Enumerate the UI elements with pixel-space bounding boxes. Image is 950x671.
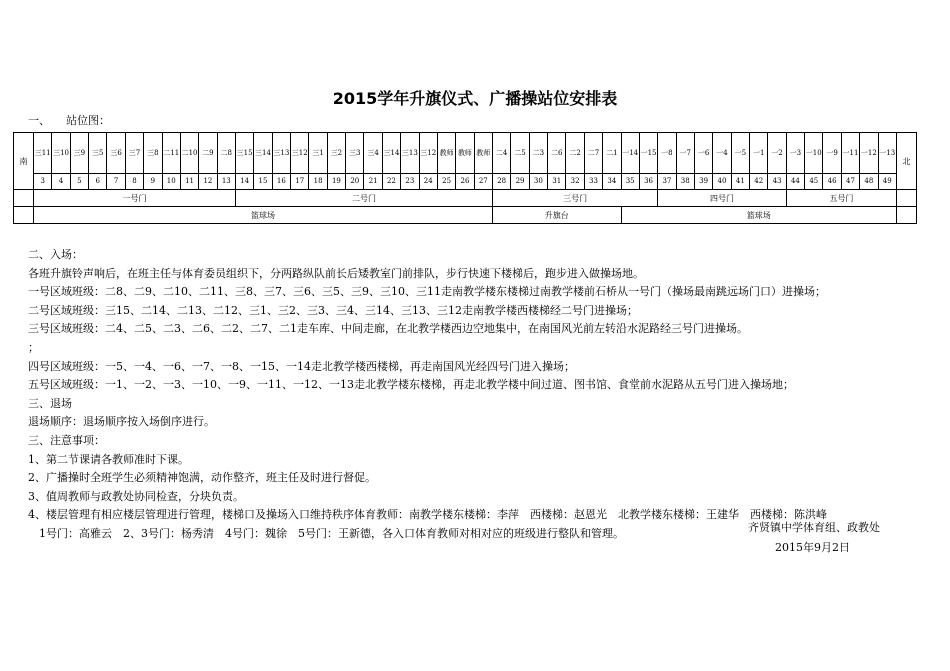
position-diagram [13, 132, 917, 224]
position-number: 31 [548, 174, 566, 190]
position-number: 20 [346, 174, 364, 190]
position-number: 29 [511, 174, 529, 190]
position-number: 37 [658, 174, 676, 190]
basketball-court-south: 篮球场 [34, 207, 493, 224]
text-line: 3、值周教师与政教处协同检查，分块负责。 [28, 489, 244, 503]
basketball-court-north: 篮球场 [621, 207, 897, 224]
position-number: 24 [419, 174, 437, 190]
position-number: 25 [437, 174, 455, 190]
class-cell: 教师 [437, 133, 455, 174]
position-number: 7 [107, 174, 125, 190]
position-number: 34 [603, 174, 621, 190]
flag-platform: 升旗台 [492, 207, 621, 224]
class-cell: 一10 [805, 133, 823, 174]
position-number: 41 [731, 174, 749, 190]
position-number: 26 [456, 174, 474, 190]
class-cell: 一13 [878, 133, 896, 174]
text-line: 三、注意事项： [28, 433, 105, 447]
class-cell: 二9 [199, 133, 217, 174]
position-number: 12 [199, 174, 217, 190]
class-cell: 一8 [658, 133, 676, 174]
class-cell: 一5 [731, 133, 749, 174]
class-cell: 一6 [694, 133, 712, 174]
class-cell: 三6 [107, 133, 125, 174]
class-cell: 三4 [364, 133, 382, 174]
position-number: 6 [89, 174, 107, 190]
class-cell: 一14 [621, 133, 639, 174]
class-cell: 二11 [162, 133, 180, 174]
class-cell: 三2 [327, 133, 345, 174]
body-text [28, 246, 928, 544]
gate-3: 三号门 [492, 190, 657, 207]
class-cell: 三15 [235, 133, 253, 174]
class-cell: 三12 [419, 133, 437, 174]
class-cell: 二2 [566, 133, 584, 174]
page-title: 2015学年升旗仪式、广播操站位安排表 [332, 89, 618, 108]
class-cell: 三13 [272, 133, 290, 174]
position-number: 27 [474, 174, 492, 190]
section-heading [28, 112, 110, 128]
position-number: 30 [529, 174, 547, 190]
position-number: 38 [676, 174, 694, 190]
class-cell: 三1 [309, 133, 327, 174]
class-cell: 二8 [217, 133, 235, 174]
gate-1: 一号门 [34, 190, 236, 207]
position-number: 32 [566, 174, 584, 190]
class-cell: 二10 [180, 133, 198, 174]
position-number: 14 [235, 174, 253, 190]
text-line: 4、楼层管理有相应楼层管理进行管理，楼梯口及操场入口维持秩序体育教师：南教学楼东楼梯：李萍 西楼梯：赵恩光 北教学楼东楼梯：王建华 西楼梯：陈洪峰 [28, 508, 827, 522]
position-number: 49 [878, 174, 896, 190]
class-cell: 三11 [34, 133, 52, 174]
text-line: 1、第二节课请各教师准时下课。 [28, 452, 189, 466]
gate-4: 四号门 [658, 190, 787, 207]
position-number: 48 [860, 174, 878, 190]
signature-date: 2015年9月2日 [775, 541, 850, 554]
class-cell: 三7 [125, 133, 143, 174]
text-line: 三、退场 [28, 396, 72, 410]
north-label: 北 [897, 133, 917, 190]
class-cell: 一11 [841, 133, 859, 174]
text-line: 一号区域班级：二8、二9、二10、二11、三8、三7、三6、三5、三9、三10、三11走南教学楼东楼梯过南教学楼前石桥从一号门（操场最南跳远场门口）进操场； [28, 285, 826, 299]
position-number: 18 [309, 174, 327, 190]
text-line: 五号区域班级：一1、一2、一3、一10、一9、一11、一12、一13走北教学楼东楼梯，再走北教学楼中间过道、图书馆、食堂前水泥路从五号门进入操场地； [28, 378, 794, 392]
position-number: 15 [254, 174, 272, 190]
position-number: 45 [805, 174, 823, 190]
text-line: 四号区域班级：一5、一4、一6、一7、一8、一15、一14走北教学楼西楼梯，再走南国风光经四号门进入操场； [28, 359, 575, 373]
class-cell: 二4 [492, 133, 510, 174]
text-line: 退场顺序：退场顺序按入场倒序进行。 [28, 415, 215, 429]
class-cell: 教师 [456, 133, 474, 174]
class-cell: 一9 [823, 133, 841, 174]
position-number: 42 [750, 174, 768, 190]
position-number: 33 [584, 174, 602, 190]
text-line: 2、广播操时全班学生必须精神饱满，动作整齐，班主任及时进行督促。 [28, 471, 376, 485]
text-line: 二、入场： [28, 248, 83, 261]
text-line: 各班升旗铃声响后，在班主任与体育委员组织下，分两路纵队前长后矮教室门前排队，步行快速下楼梯后，跑步进入做操场地。 [28, 266, 644, 280]
position-number: 9 [144, 174, 162, 190]
position-number: 46 [823, 174, 841, 190]
position-number: 11 [180, 174, 198, 190]
class-cell: 一3 [786, 133, 804, 174]
text-line: 1号门：高雅云 2、3号门：杨秀清 4号门：魏徐 5号门：王新德，各入口体育教师对相对应的班级进行整队和管理。 [28, 526, 624, 540]
south-label: 南 [14, 133, 34, 190]
class-cell: 三14 [382, 133, 400, 174]
position-number: 17 [291, 174, 309, 190]
class-cell: 三12 [291, 133, 309, 174]
text-line: ； [28, 340, 39, 354]
position-number: 10 [162, 174, 180, 190]
text-line: 二号区域班级：三15、二14、二13、二12、三1、三2、三3、三4、三14、三13、三12走南教学楼西楼梯经二号门进操场； [28, 303, 638, 317]
class-cell: 二3 [529, 133, 547, 174]
position-number: 8 [125, 174, 143, 190]
position-number: 16 [272, 174, 290, 190]
signature-org: 齐贤镇中学体育组、政教处 [748, 521, 880, 534]
position-number: 35 [621, 174, 639, 190]
class-cell: 三8 [144, 133, 162, 174]
position-number: 13 [217, 174, 235, 190]
text-line: 三号区域班级：二4、二5、二3、二6、二2、二7、二1走车库、中间走廊，在北教学楼西边空地集中，在南国风光前左转沿水泥路经三号门进操场。 [28, 322, 748, 336]
section-label: 站位图： [66, 114, 110, 127]
position-number: 5 [70, 174, 88, 190]
position-number: 4 [52, 174, 70, 190]
class-cell: 二5 [511, 133, 529, 174]
position-number: 28 [492, 174, 510, 190]
class-cell: 一4 [713, 133, 731, 174]
class-cell: 二6 [548, 133, 566, 174]
class-cell: 一7 [676, 133, 694, 174]
class-cell: 一1 [750, 133, 768, 174]
class-cell: 三13 [401, 133, 419, 174]
position-number: 47 [841, 174, 859, 190]
position-number: 39 [694, 174, 712, 190]
class-cell: 教师 [474, 133, 492, 174]
gate-5: 五号门 [786, 190, 896, 207]
position-number: 22 [382, 174, 400, 190]
class-cell: 三3 [346, 133, 364, 174]
class-cell: 一15 [639, 133, 657, 174]
position-number: 43 [768, 174, 786, 190]
class-cell: 二1 [603, 133, 621, 174]
class-cell: 三5 [89, 133, 107, 174]
class-cell: 三14 [254, 133, 272, 174]
class-cell: 一2 [768, 133, 786, 174]
position-number: 36 [639, 174, 657, 190]
position-number: 44 [786, 174, 804, 190]
class-cell: 三9 [70, 133, 88, 174]
position-number: 21 [364, 174, 382, 190]
class-cell: 三10 [52, 133, 70, 174]
position-number: 40 [713, 174, 731, 190]
gate-2: 二号门 [235, 190, 492, 207]
class-cell: 二7 [584, 133, 602, 174]
position-number: 23 [401, 174, 419, 190]
section-number: 一、 [28, 114, 50, 127]
position-number: 19 [327, 174, 345, 190]
position-number: 3 [34, 174, 52, 190]
class-cell: 一12 [860, 133, 878, 174]
